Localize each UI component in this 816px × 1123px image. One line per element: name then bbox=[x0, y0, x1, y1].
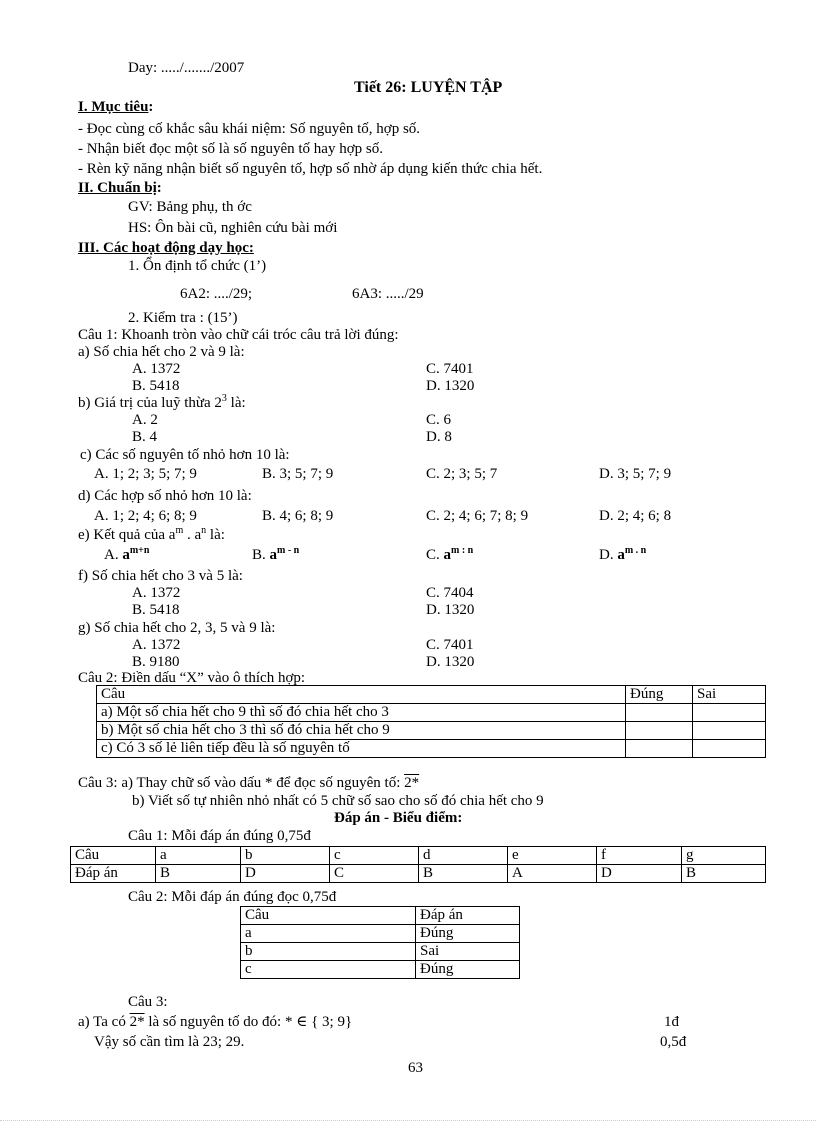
q2-row-a: a) Một số chia hết cho 9 thì số đó chia hết cho 3 bbox=[97, 704, 626, 722]
section1-heading-text: I. Mục tiêu bbox=[78, 99, 149, 115]
answers-q3-label: Câu 3: bbox=[128, 994, 168, 1010]
q1e-option-c bbox=[426, 547, 473, 563]
a1-h0: Câu bbox=[71, 847, 156, 865]
objective-line-1: - Đọc cùng cố khắc sâu khái niệm: Số nguyên tố, hợp số. bbox=[78, 121, 421, 137]
q2-header-cau: Câu bbox=[97, 686, 626, 704]
prep-gv: GV: Bảng phụ, th ớc bbox=[128, 199, 252, 215]
answers-q1-label: Câu 1: Mỗi đáp án đúng 0,75đ bbox=[128, 828, 311, 844]
answers-q2-table bbox=[240, 906, 520, 979]
prep-hs: HS: Ôn bài cũ, nghiên cứu bài mới bbox=[128, 220, 338, 236]
q1b-option-a: A. 2 bbox=[132, 412, 158, 428]
q1e-option-b bbox=[252, 547, 299, 563]
q2-cell-dung[interactable] bbox=[626, 740, 693, 758]
q1g-option-a: A. 1372 bbox=[132, 637, 181, 653]
table-row bbox=[241, 943, 520, 961]
a2-r1c1: Đúng bbox=[416, 925, 520, 943]
a1-r6: D bbox=[597, 865, 682, 883]
answers-heading: Đáp án - Biểu điểm: bbox=[334, 810, 463, 826]
q1e-option-a bbox=[104, 547, 149, 563]
q1e-c-exp: m : n bbox=[451, 545, 474, 556]
q1g-question: g) Số chia hết cho 2, 3, 5 và 9 là: bbox=[78, 620, 276, 636]
q1c-option-a: A. 1; 2; 3; 5; 7; 9 bbox=[94, 466, 197, 482]
q1e-a-exp: m+n bbox=[129, 545, 150, 556]
q1d-option-b: B. 4; 6; 8; 9 bbox=[262, 508, 334, 524]
q2-cell-sai[interactable] bbox=[693, 740, 766, 758]
table-row bbox=[71, 847, 766, 865]
q1c-option-d: D. 3; 5; 7; 9 bbox=[599, 466, 672, 482]
q1e-c-base: a bbox=[443, 547, 452, 563]
table-row bbox=[97, 740, 766, 758]
answers-q3a bbox=[78, 1014, 352, 1030]
q1e-text3: là: bbox=[206, 527, 225, 543]
table-row bbox=[97, 722, 766, 740]
q1e-question bbox=[78, 527, 225, 543]
class-6a2: 6A2: ..../29; bbox=[180, 286, 253, 302]
section2-heading-text: II. Chuẩn bị bbox=[78, 180, 157, 196]
q1d-option-d: D. 2; 4; 6; 8 bbox=[599, 508, 672, 524]
a1-r7: B bbox=[682, 865, 766, 883]
q1e-sup-m: m bbox=[175, 525, 184, 536]
q1e-d-label: D. bbox=[599, 547, 618, 563]
section3-heading: III. Các hoạt động dạy học: bbox=[78, 240, 254, 256]
q2-header-dung: Đúng bbox=[626, 686, 693, 704]
q1d-question: d) Các hợp số nhỏ hơn 10 là: bbox=[78, 488, 252, 504]
section1-heading bbox=[78, 99, 153, 115]
q1f-option-b: B. 5418 bbox=[132, 602, 180, 618]
section1-heading-suffix: : bbox=[148, 99, 154, 115]
q1e-d-base: a bbox=[617, 547, 625, 563]
q1d-option-a: A. 1; 2; 4; 6; 8; 9 bbox=[94, 508, 197, 524]
q1f-option-d: D. 1320 bbox=[426, 602, 475, 618]
answers-q3b: Vậy số cần tìm là 23; 29. bbox=[94, 1034, 245, 1050]
a2-r0c0: Câu bbox=[241, 907, 416, 925]
q2-intro: Câu 2: Điền dấu “X” vào ô thích hợp: bbox=[78, 670, 306, 686]
q1g-option-d: D. 1320 bbox=[426, 654, 475, 670]
table-row bbox=[241, 925, 520, 943]
q1e-b-exp: m - n bbox=[277, 545, 300, 556]
table-row bbox=[241, 961, 520, 979]
a1-r0: Đáp án bbox=[71, 865, 156, 883]
q1b-option-d: D. 8 bbox=[426, 429, 452, 445]
a2-r3c1: Đúng bbox=[416, 961, 520, 979]
page-number: 63 bbox=[408, 1060, 423, 1076]
a2-r2c1: Sai bbox=[416, 943, 520, 961]
q2-cell-dung[interactable] bbox=[626, 704, 693, 722]
q2-table bbox=[96, 685, 766, 758]
a1-h4: d bbox=[419, 847, 508, 865]
table-row bbox=[97, 686, 766, 704]
q1e-option-d bbox=[599, 547, 646, 563]
q1g-option-c: C. 7401 bbox=[426, 637, 474, 653]
objective-line-2: - Nhận biết đọc một số là số nguyên tố hay hợp số. bbox=[78, 141, 383, 157]
q1d-option-c: C. 2; 4; 6; 7; 8; 9 bbox=[426, 508, 529, 524]
q1-intro: Câu 1: Khoanh tròn vào chữ cái tróc câu trả lời đúng: bbox=[78, 327, 399, 343]
a2-r3c0: c bbox=[241, 961, 416, 979]
table-row bbox=[241, 907, 520, 925]
page-title: Tiết 26: LUYỆN TẬP bbox=[354, 79, 503, 96]
q3a-line bbox=[78, 775, 419, 791]
q2-cell-sai[interactable] bbox=[693, 722, 766, 740]
section2-heading-suffix: : bbox=[156, 180, 162, 196]
section2-heading bbox=[78, 180, 162, 196]
q1e-b-label: B. bbox=[252, 547, 270, 563]
q1a-option-d: D. 1320 bbox=[426, 378, 475, 394]
class-6a3: 6A3: ...../29 bbox=[352, 286, 424, 302]
page-edge-divider bbox=[0, 1120, 816, 1121]
q1f-option-a: A. 1372 bbox=[132, 585, 181, 601]
a1-h1: a bbox=[156, 847, 241, 865]
answers-q3a-post: là số nguyên tố do đó: * ∈ { 3; 9} bbox=[144, 1014, 353, 1030]
q1b-option-b: B. 4 bbox=[132, 429, 158, 445]
q3a-text: Câu 3: a) Thay chữ số vào dấu * để đọc số nguyên tố: bbox=[78, 775, 405, 791]
q1f-option-c: C. 7404 bbox=[426, 585, 474, 601]
table-row bbox=[71, 865, 766, 883]
a1-r3: C bbox=[330, 865, 419, 883]
a1-h6: f bbox=[597, 847, 682, 865]
a2-r0c1: Đáp án bbox=[416, 907, 520, 925]
q1e-a-label: A. bbox=[104, 547, 123, 563]
objective-line-3: - Rèn kỹ năng nhận biết số nguyên tố, hợp số nhờ áp dụng kiến thức chia hết. bbox=[78, 161, 543, 177]
q1a-question: a) Số chia hết cho 2 và 9 là: bbox=[78, 344, 245, 360]
a1-r1: B bbox=[156, 865, 241, 883]
q1b-question bbox=[78, 395, 246, 411]
answers-q3a-pre: a) Ta có bbox=[78, 1014, 130, 1030]
answers-q3b-score: 0,5đ bbox=[660, 1034, 687, 1050]
q2-row-c: c) Có 3 số lẻ liên tiếp đều là số nguyên tố bbox=[97, 740, 626, 758]
q1c-option-b: B. 3; 5; 7; 9 bbox=[262, 466, 334, 482]
a1-h2: b bbox=[241, 847, 330, 865]
q1e-c-label: C. bbox=[426, 547, 444, 563]
q3b-line: b) Viết số tự nhiên nhỏ nhất có 5 chữ số sao cho số đó chia hết cho 9 bbox=[132, 793, 544, 809]
a1-h3: c bbox=[330, 847, 419, 865]
q1a-option-a: A. 1372 bbox=[132, 361, 181, 377]
q2-cell-sai[interactable] bbox=[693, 704, 766, 722]
table-row bbox=[97, 704, 766, 722]
q1b-exponent: 3 bbox=[221, 393, 227, 404]
q1f-question: f) Số chia hết cho 3 và 5 là: bbox=[78, 568, 243, 584]
a1-r2: D bbox=[241, 865, 330, 883]
answers-q3a-num: 2* bbox=[129, 1014, 145, 1030]
q1b-text-end: là: bbox=[226, 395, 246, 411]
step-2: 2. Kiểm tra : (15’) bbox=[128, 310, 238, 326]
q1e-text1: e) Kết quả của a bbox=[78, 527, 176, 543]
q1b-text: b) Giá trị của luỹ thừa 2 bbox=[78, 395, 222, 411]
answers-q1-table bbox=[70, 846, 766, 883]
a1-h5: e bbox=[508, 847, 597, 865]
q1e-d-exp: m . n bbox=[624, 545, 647, 556]
answers-q3a-score: 1đ bbox=[664, 1014, 679, 1030]
q1a-option-c: C. 7401 bbox=[426, 361, 474, 377]
q1g-option-b: B. 9180 bbox=[132, 654, 180, 670]
q1e-b-base: a bbox=[269, 547, 278, 563]
q2-cell-dung[interactable] bbox=[626, 722, 693, 740]
step-1: 1. Ổn định tổ chức (1’) bbox=[128, 258, 267, 274]
a2-r1c0: a bbox=[241, 925, 416, 943]
q2-row-b: b) Một số chia hết cho 3 thì số đó chia hết cho 9 bbox=[97, 722, 626, 740]
q3a-number: 2* bbox=[404, 775, 420, 791]
date-line: Day: ...../......./2007 bbox=[128, 60, 245, 76]
q1e-sup-n: n bbox=[201, 525, 207, 536]
q1a-option-b: B. 5418 bbox=[132, 378, 180, 394]
q1e-text2: . a bbox=[183, 527, 202, 543]
a1-r5: A bbox=[508, 865, 597, 883]
a1-h7: g bbox=[682, 847, 766, 865]
q2-header-sai: Sai bbox=[693, 686, 766, 704]
a1-r4: B bbox=[419, 865, 508, 883]
q1c-question: c) Các số nguyên tố nhỏ hơn 10 là: bbox=[80, 447, 290, 463]
q1e-a-base: a bbox=[122, 547, 130, 563]
a2-r2c0: b bbox=[241, 943, 416, 961]
answers-q2-label: Câu 2: Mỗi đáp án đúng đọc 0,75đ bbox=[128, 889, 337, 905]
q1b-option-c: C. 6 bbox=[426, 412, 452, 428]
q1c-option-c: C. 2; 3; 5; 7 bbox=[426, 466, 498, 482]
